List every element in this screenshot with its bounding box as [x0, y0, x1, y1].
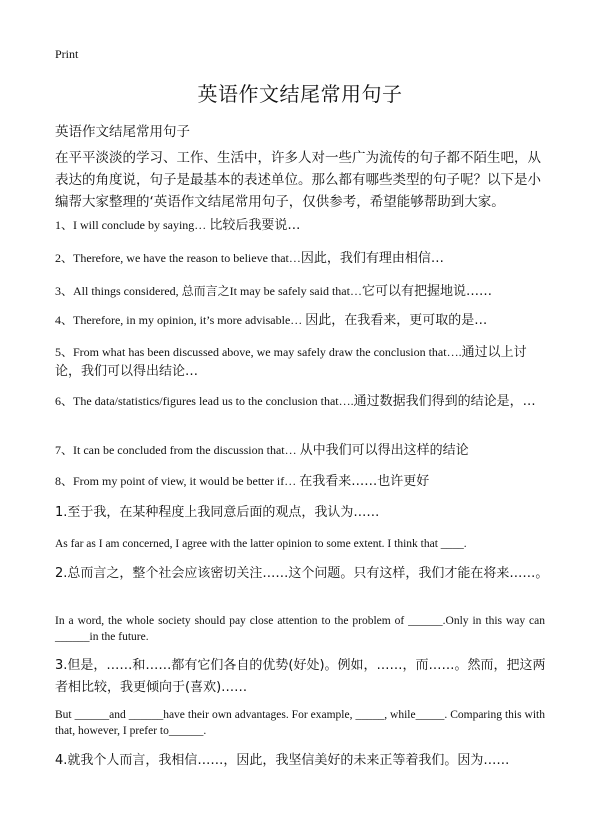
example-en: In a word, the whole society should pay close attention to the problem of ______.Only in this way can ______in the future.: [55, 615, 545, 643]
page-title: 英语作文结尾常用句子: [197, 82, 403, 106]
intro-paragraph: 在平平淡淡的学习、工作、生活中，许多人对一些广为流传的句子都不陌生吧，从表达的角度说，句子是最基本的表述单位。那么都有哪些类型的句子呢？以下是小编帮大家整理的‘英语作文结尾常用句子，仅供参考，希望能够帮助到大家。: [55, 150, 541, 210]
list-item: 7、It can be concluded from the discussion that… 从中我们可以得出这样的结论: [55, 443, 469, 458]
list-item: 5、From what has been discussed above, we may safely draw the conclusion that….通过以上讨论，我们可以得出结论…: [55, 345, 527, 379]
example-en: As far as I am concerned, I agree with the latter opinion to some extent. I think that ____.: [55, 538, 467, 550]
print-label[interactable]: Print: [55, 47, 79, 61]
list-item: 3、All things considered, 总而言之It may be safely said that…它可以有把握地说……: [55, 284, 492, 299]
list-item: 2、Therefore, we have the reason to believe that…因此，我们有理由相信…: [55, 251, 444, 266]
example-zh: 4.就我个人而言，我相信……，因此，我坚信美好的未来正等着我们。因为……: [55, 753, 510, 768]
list-item: 1、I will conclude by saying… 比较后我要说…: [55, 218, 301, 233]
example-zh: 1.至于我，在某种程度上我同意后面的观点，我认为……: [55, 505, 380, 520]
list-item: 6、The data/statistics/figures lead us to the conclusion that….通过数据我们得到的结论是，…: [55, 394, 536, 409]
example-zh: 2.总而言之，整个社会应该密切关注……这个问题。只有这样，我们才能在将来……。: [55, 566, 549, 581]
list-item: 4、Therefore, in my opinion, it’s more advisable… 因此，在我看来，更可取的是…: [55, 313, 488, 328]
list-item: 8、From my point of view, it would be better if… 在我看来……也许更好: [55, 474, 430, 489]
example-zh: 3.但是，……和……都有它们各自的优势(好处)。例如，……，而……。然而，把这两者相比较，我更倾向于(喜欢)……: [55, 658, 546, 695]
example-en: But ______and ______have their own advantages. For example, _____, while_____. Comparing this with that, however, I prefer to______.: [55, 709, 545, 737]
section-subtitle: 英语作文结尾常用句子: [55, 124, 190, 140]
